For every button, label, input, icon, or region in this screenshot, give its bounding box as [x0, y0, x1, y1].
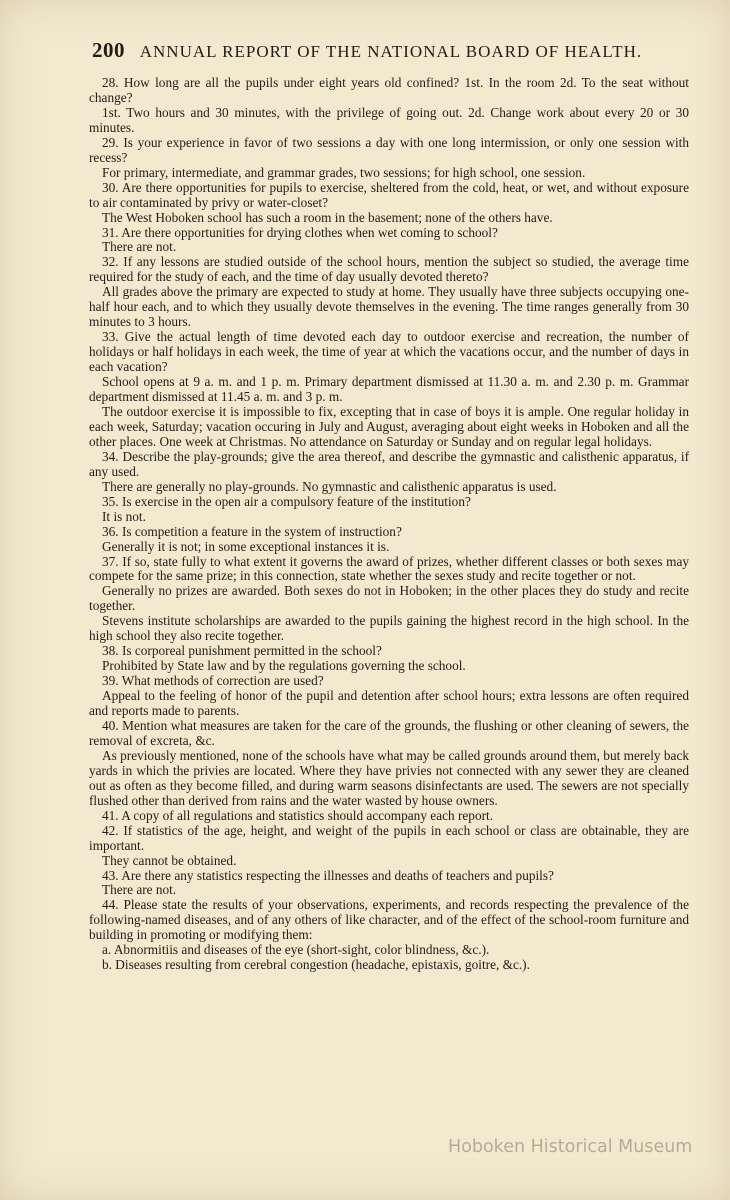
paragraph-a34: There are generally no play-grounds. No gymnastic and calisthenic apparatus is used.	[102, 478, 557, 494]
paragraph-a32: All grades above the primary are expected to study at home. They usually have three subjects occupying one-half hour each, and to which they usually devote themselves in the evening. The time ranges generally from 30 minutes to 3 hours.	[89, 284, 689, 330]
paragraph-a29: For primary, intermediate, and grammar grades, two sessions; for high school, one session.	[102, 164, 586, 180]
paragraph-a37: Generally no prizes are awarded. Both sexes do not in Hoboken; in the other places they do study and recite together.	[89, 583, 689, 614]
paragraph-q29: 29. Is your experience in favor of two sessions a day with one long intermission, or only one session with recess?	[89, 134, 689, 165]
paragraph-q38: 38. Is corporeal punishment permitted in the school?	[102, 643, 382, 659]
paragraph-a31: There are not.	[102, 239, 177, 255]
page-body	[89, 76, 689, 973]
page-number: 200	[92, 38, 125, 62]
paragraph-a36: Generally it is not; in some exceptional instances it is.	[102, 538, 390, 554]
paragraph-q35: 35. Is exercise in the open air a compulsory feature of the institution?	[102, 493, 471, 509]
paragraph-q43: 43. Are there any statistics respecting the illnesses and deaths of teachers and pupils?	[102, 867, 554, 883]
paragraph-a33-hours: School opens at 9 a. m. and 1 p. m. Primary department dismissed at 11.30 a. m. and 2.30 p. m. Grammar department dismissed at 11.45 a. m. and 3 p. m.	[89, 374, 689, 405]
paragraph-a40: As previously mentioned, none of the schools have what may be called grounds around them, but merely back yards in which the privies are located. Where they have privies not connected with any sewer they are cleaned out as often as they become filled, and during warm seasons disinfectants are used. The sewers are not specially flushed other than derived from rains and the water wasted by house owners.	[89, 747, 689, 808]
paragraph-a30: The West Hoboken school has such a room in the basement; none of the others have.	[102, 209, 553, 225]
paragraph-a33-exercise: The outdoor exercise it is impossible to fix, excepting that in case of boys it is ample. One regular holiday in each week, Saturday; vacation occuring in July and August, averaging about eight weeks in Hoboken and all the other places. One week at Christmas. No attendance on Saturday or Sunday and on regular legal holidays.	[89, 403, 689, 449]
paragraph-q41: 41. A copy of all regulations and statistics should accompany each report.	[102, 807, 494, 823]
paragraph-a28: 1st. Two hours and 30 minutes, with the privilege of going out. 2d. Change work about every 20 or 30 minutes.	[89, 104, 689, 135]
paragraph-q39: 39. What methods of correction are used?	[102, 673, 324, 689]
paragraph-a39: Appeal to the feeling of honor of the pupil and detention after school hours; extra lessons are often required and reports made to parents.	[89, 688, 689, 719]
paragraph-q30: 30. Are there opportunities for pupils to exercise, sheltered from the cold, heat, or wet, and without exposure to air contaminated by privy or water-closet?	[89, 179, 689, 210]
paragraph-a42: They cannot be obtained.	[102, 852, 237, 868]
paragraph-q28: 28. How long are all the pupils under eight years old confined? 1st. In the room 2d. To the seat without change?	[89, 75, 689, 105]
paragraph-q42: 42. If statistics of the age, height, and weight of the pupils in each school or class are obtainable, they are important.	[89, 822, 689, 853]
paragraph-q32: 32. If any lessons are studied outside of the school hours, mention the subject so studied, the average time required for the study of each, and the time of day usually devoted thereto?	[89, 254, 689, 285]
page-title: ANNUAL REPORT OF THE NATIONAL BOARD OF HEALTH.	[139, 42, 643, 61]
paragraph-q37: 37. If so, state fully to what extent it governs the award of prizes, whether different classes or both sexes may compete for the same prize; in this connection, state whether the sexes study and recite together or not.	[89, 553, 689, 584]
paragraph-a37-stevens: Stevens institute scholarships are awarded to the pupils gaining the highest record in the high school. In the high school they also recite together.	[89, 613, 689, 644]
paragraph-a35: It is not.	[102, 508, 146, 524]
paragraph-q44: 44. Please state the results of your observations, experiments, and records respecting the prevalence of the following-named diseases, and of any others of like character, and of the effect of the school-room furniture and building in promoting or modifying them:	[89, 897, 689, 943]
page-header	[92, 38, 692, 63]
paragraph-q36: 36. Is competition a feature in the system of instruction?	[102, 523, 402, 539]
paragraph-q34: 34. Describe the play-grounds; give the area thereof, and describe the gymnastic and calisthenic apparatus, if any used.	[89, 448, 689, 479]
paragraph-q40: 40. Mention what measures are taken for the care of the grounds, the flushing or other cleaning of sewers, the removal of excreta, &c.	[89, 717, 689, 748]
museum-watermark: Hoboken Historical Museum	[448, 1137, 693, 1157]
paragraph-a38: Prohibited by State law and by the regulations governing the school.	[102, 658, 466, 674]
paragraph-a43: There are not.	[102, 882, 177, 898]
paragraph-q31: 31. Are there opportunities for drying clothes when wet coming to school?	[102, 224, 498, 240]
paragraph-q33: 33. Give the actual length of time devoted each day to outdoor exercise and recreation, the number of holidays or half holidays in each week, the time of year at which the vacations occur, and the number of days in each vacation?	[89, 329, 689, 375]
paragraph-q44-b: b. Diseases resulting from cerebral congestion (headache, epistaxis, goitre, &c.).	[102, 957, 530, 973]
paragraph-q44-a: a. Abnormitiis and diseases of the eye (short-sight, color blindness, &c.).	[102, 942, 490, 958]
